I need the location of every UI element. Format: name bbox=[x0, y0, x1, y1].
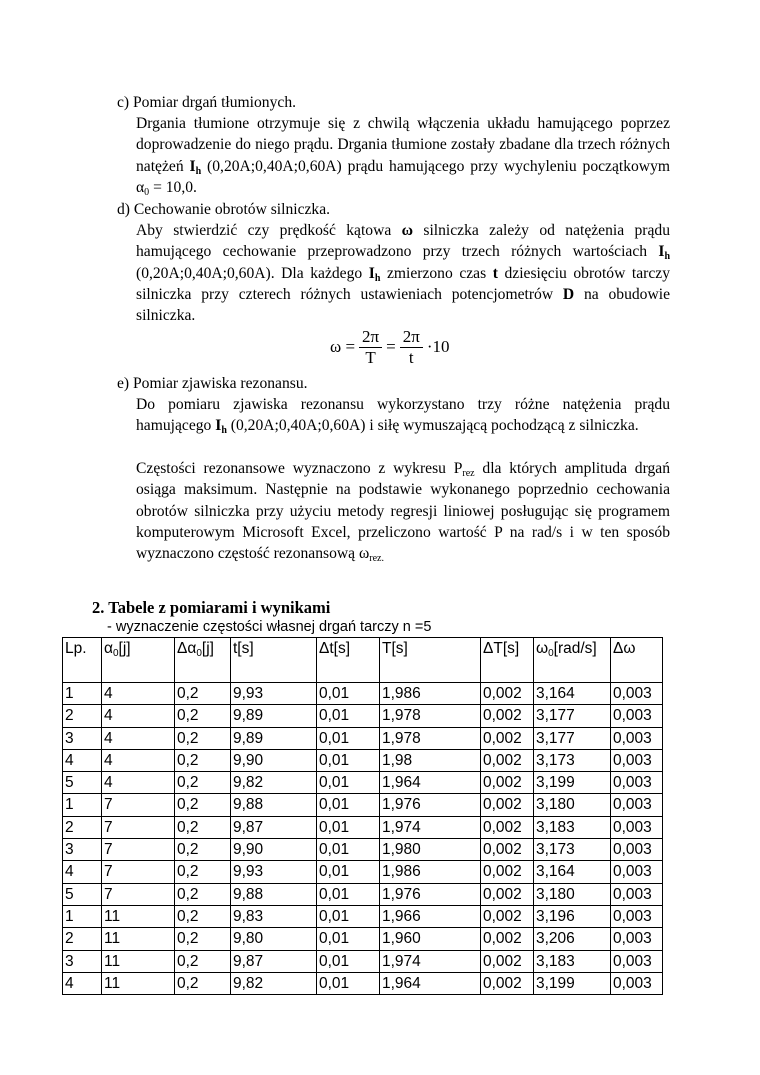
table-cell: 0,002 bbox=[481, 772, 534, 794]
table-cell: 9,83 bbox=[231, 905, 317, 927]
table-cell: 3,180 bbox=[534, 794, 611, 816]
table-cell: 0,01 bbox=[317, 727, 380, 749]
table-cell: 3 bbox=[63, 839, 102, 861]
symbol-Ih: $I_h$ bbox=[189, 157, 202, 177]
table-cell: 0,01 bbox=[317, 950, 380, 972]
table-row bbox=[63, 794, 663, 816]
table-row bbox=[63, 950, 663, 972]
section-d-heading: d) Cechowanie obrotów silniczka. bbox=[117, 201, 331, 218]
table-cell: 0,2 bbox=[175, 950, 231, 972]
table-cell: 0,2 bbox=[175, 839, 231, 861]
table-cell: 0,003 bbox=[611, 905, 663, 927]
text: (0,20A;0,40A;0,60A) prądu hamującego przy wychyleniu początkowym α bbox=[136, 157, 670, 196]
table-row bbox=[63, 905, 663, 927]
table-cell: 4 bbox=[102, 683, 175, 705]
table-cell: 1 bbox=[63, 905, 102, 927]
table-cell: 3,180 bbox=[534, 883, 611, 905]
table-cell: 3 bbox=[63, 950, 102, 972]
formula-equals: = bbox=[386, 337, 396, 356]
table-cell: 0,003 bbox=[611, 683, 663, 705]
table-cell: 1,964 bbox=[380, 972, 481, 994]
table-cell: 0,01 bbox=[317, 839, 380, 861]
table-cell: 9,90 bbox=[231, 749, 317, 771]
table-cell: 9,90 bbox=[231, 839, 317, 861]
table-cell: 1,974 bbox=[380, 950, 481, 972]
table-cell: 7 bbox=[102, 794, 175, 816]
table-cell: 0,002 bbox=[481, 794, 534, 816]
table-cell: 1,976 bbox=[380, 883, 481, 905]
table-cell: 3,173 bbox=[534, 839, 611, 861]
table-cell: 0,01 bbox=[317, 861, 380, 883]
table-cell: 3,183 bbox=[534, 950, 611, 972]
table-cell: 4 bbox=[102, 705, 175, 727]
table-cell: 4 bbox=[63, 749, 102, 771]
table-cell: 1 bbox=[63, 683, 102, 705]
table-cell: 0,2 bbox=[175, 883, 231, 905]
section-c-paragraph: Drgania tłumione otrzymuje się z chwilą włączenia układu hamującego poprzez doprowadzenie do niego prądu. Drgania tłumione zostały zbadane dla trzech różnych natężeń $I_h$ (0,20A;0,40A;0,60A) prądu hamującego przy wychyleniu początkowym $\alpha_0 = 10,0$. bbox=[136, 115, 670, 198]
table-cell: 1,986 bbox=[380, 861, 481, 883]
table-cell: 2 bbox=[63, 928, 102, 950]
table-cell: 3,177 bbox=[534, 705, 611, 727]
table-cell: 9,93 bbox=[231, 861, 317, 883]
table-row bbox=[63, 705, 663, 727]
table-cell: 0,01 bbox=[317, 772, 380, 794]
table-cell: 9,87 bbox=[231, 816, 317, 838]
omega-formula bbox=[330, 322, 449, 372]
table-cell: 2 bbox=[63, 705, 102, 727]
symbol-t: t bbox=[492, 264, 498, 282]
table-row bbox=[63, 928, 663, 950]
table-cell: 0,003 bbox=[611, 794, 663, 816]
table-cell: 3,164 bbox=[534, 683, 611, 705]
table-cell: 4 bbox=[102, 749, 175, 771]
section-d-paragraph: Aby stwierdzić czy prędkość kątowa ω silniczka zależy od natężenia prądu hamującego cechowanie przeprowadzono przy trzech różnych wartościach $I_h$ (0,20A;0,40A;0,60A). Dla każdego $I_h$ zmierzono czas t dziesięciu obrotów tarczy silniczka przy czterech różnych ustawieniach potencjometrów D na obudowie silniczka. bbox=[136, 222, 671, 325]
table-cell: 0,003 bbox=[611, 861, 663, 883]
table-cell: 0,003 bbox=[611, 816, 663, 838]
table-cell: 0,2 bbox=[175, 972, 231, 994]
table-cell: 0,01 bbox=[317, 928, 380, 950]
table-cell: 3,199 bbox=[534, 972, 611, 994]
table-cell: 0,01 bbox=[317, 905, 380, 927]
column-header: T[s] bbox=[380, 638, 481, 683]
table-cell: 0,01 bbox=[317, 749, 380, 771]
table-cell: 9,87 bbox=[231, 950, 317, 972]
table-cell: 5 bbox=[63, 772, 102, 794]
column-header: $\Delta\alpha_0[j]$ bbox=[175, 638, 231, 683]
table-cell: 4 bbox=[102, 772, 175, 794]
table-cell: 0,01 bbox=[317, 816, 380, 838]
table-cell: 9,80 bbox=[231, 928, 317, 950]
table-cell: 0,003 bbox=[611, 749, 663, 771]
table-cell: 0,2 bbox=[175, 905, 231, 927]
column-header: Lp. bbox=[63, 638, 102, 683]
table-row bbox=[63, 883, 663, 905]
table-cell: 9,88 bbox=[231, 794, 317, 816]
table-cell: 4 bbox=[63, 972, 102, 994]
table-cell: 1,964 bbox=[380, 772, 481, 794]
table-cell: 0,002 bbox=[481, 816, 534, 838]
fraction-2pi-t: $\frac{2\pi}{t}$ bbox=[400, 327, 423, 368]
table-cell: 0,2 bbox=[175, 794, 231, 816]
table-cell: 3,173 bbox=[534, 749, 611, 771]
table-cell: 1,978 bbox=[380, 727, 481, 749]
symbol-Ih: $I_h$ bbox=[368, 264, 381, 284]
table-cell: 9,88 bbox=[231, 883, 317, 905]
table-cell: 1,98 bbox=[380, 749, 481, 771]
table-row bbox=[63, 772, 663, 794]
table-cell: 4 bbox=[63, 861, 102, 883]
table-cell: 0,01 bbox=[317, 705, 380, 727]
table-cell: 11 bbox=[102, 905, 175, 927]
table-cell: 0,01 bbox=[317, 972, 380, 994]
table-cell: 0,2 bbox=[175, 705, 231, 727]
table-cell: 3,164 bbox=[534, 861, 611, 883]
measurement-table bbox=[62, 637, 663, 995]
table-cell: 7 bbox=[102, 839, 175, 861]
table-cell: 0,003 bbox=[611, 772, 663, 794]
table-cell: 1 bbox=[63, 794, 102, 816]
table-row bbox=[63, 727, 663, 749]
table-cell: 0,2 bbox=[175, 749, 231, 771]
formula-lhs: ω = bbox=[330, 337, 356, 356]
column-header: $\alpha_0[j]$ bbox=[102, 638, 175, 683]
table-cell: 7 bbox=[102, 816, 175, 838]
table-cell: 1,978 bbox=[380, 705, 481, 727]
symbol-Ih: $I_h$ bbox=[215, 417, 227, 437]
table-cell: 0,2 bbox=[175, 816, 231, 838]
table-cell: 0,2 bbox=[175, 683, 231, 705]
table-row bbox=[63, 749, 663, 771]
table-row bbox=[63, 683, 663, 705]
table-cell: 11 bbox=[102, 972, 175, 994]
table-cell: 1,976 bbox=[380, 794, 481, 816]
table-row bbox=[63, 839, 663, 861]
table-cell: 0,002 bbox=[481, 972, 534, 994]
table-cell: 0,01 bbox=[317, 794, 380, 816]
section-c-heading: c) Pomiar drgań tłumionych. bbox=[117, 94, 297, 111]
table-cell: 1,966 bbox=[380, 905, 481, 927]
table-cell: 0,002 bbox=[481, 749, 534, 771]
table-cell: 0,2 bbox=[175, 928, 231, 950]
column-header: $\omega_0[rad/s]$ bbox=[534, 638, 611, 683]
table-cell: 0,003 bbox=[611, 883, 663, 905]
table-cell: 0,003 bbox=[611, 705, 663, 727]
table-cell: 0,003 bbox=[611, 727, 663, 749]
table-cell: 0,01 bbox=[317, 683, 380, 705]
table-cell: 3,206 bbox=[534, 928, 611, 950]
table-caption: - wyznaczenie częstości własnej drgań tarczy n =5 bbox=[107, 619, 432, 635]
table-cell: 4 bbox=[102, 727, 175, 749]
table-cell: 7 bbox=[102, 883, 175, 905]
table-cell: 3,183 bbox=[534, 816, 611, 838]
table-cell: 1,960 bbox=[380, 928, 481, 950]
table-cell: 7 bbox=[102, 861, 175, 883]
table-cell: 0,002 bbox=[481, 950, 534, 972]
column-header: Δt[s] bbox=[317, 638, 380, 683]
table-row bbox=[63, 972, 663, 994]
table-cell: 0,003 bbox=[611, 972, 663, 994]
table-cell: 0,003 bbox=[611, 928, 663, 950]
table-cell: 0,2 bbox=[175, 772, 231, 794]
section-e-paragraph-2: Częstości rezonansowe wyznaczono z wykresu $P_{rez}$ dla których amplituda drgań osiąga maksimum. Następnie na podstawie wykonanego poprzednio cechowania obrotów silniczka przy użyciu metody regresji liniowej posługując się programem komputerowym Microsoft Excel, przeliczono wartość P na rad/s i w ten sposób wyznaczono częstość rezonansową $\omega_{rez.}$ bbox=[136, 460, 670, 565]
table-cell: 11 bbox=[102, 950, 175, 972]
table-cell: 9,82 bbox=[231, 972, 317, 994]
column-header: Δω bbox=[611, 638, 663, 683]
table-row bbox=[63, 861, 663, 883]
table-cell: 0,002 bbox=[481, 905, 534, 927]
text: Drgania tłumione otrzymuje się z chwilą włączenia układu hamującego poprzez doprowadzenie do niego prądu. Drgania tłumione zostały zbadane dla trzech różnych natężeń bbox=[136, 115, 670, 175]
table-cell: 2 bbox=[63, 816, 102, 838]
table-cell: 3,177 bbox=[534, 727, 611, 749]
formula-tail: ·10 bbox=[426, 337, 450, 356]
section-e-heading: e) Pomiar zjawiska rezonansu. bbox=[117, 375, 308, 392]
table-cell: 3,199 bbox=[534, 772, 611, 794]
table-cell: 1,980 bbox=[380, 839, 481, 861]
table-cell: 0,2 bbox=[175, 727, 231, 749]
fraction-2pi-T: $\frac{2\pi}{T}$ bbox=[359, 327, 382, 368]
table-cell: 0,002 bbox=[481, 883, 534, 905]
table-cell: 3 bbox=[63, 727, 102, 749]
table-cell: 5 bbox=[63, 883, 102, 905]
table-cell: 9,89 bbox=[231, 705, 317, 727]
text: = 10,0. bbox=[149, 178, 197, 196]
symbol-D: D bbox=[562, 285, 575, 303]
table-header-row bbox=[63, 638, 663, 683]
table-cell: 0,003 bbox=[611, 839, 663, 861]
table-cell: 1,986 bbox=[380, 683, 481, 705]
table-cell: 0,002 bbox=[481, 839, 534, 861]
column-header: t[s] bbox=[231, 638, 317, 683]
table-cell: 1,974 bbox=[380, 816, 481, 838]
table-cell: 0,002 bbox=[481, 727, 534, 749]
table-cell: 3,196 bbox=[534, 905, 611, 927]
table-cell: 0,01 bbox=[317, 883, 380, 905]
section-2-heading: 2. Tabele z pomiarami i wynikami bbox=[92, 598, 331, 617]
table-cell: 0,2 bbox=[175, 861, 231, 883]
table-cell: 9,82 bbox=[231, 772, 317, 794]
table-cell: 0,002 bbox=[481, 928, 534, 950]
section-e-paragraph-1: Do pomiaru zjawiska rezonansu wykorzystano trzy różne natężenia prądu hamującego $I_h$ (0,20A;0,40A;0,60A) i siłę wymuszającą pochodzącą z silniczka. bbox=[136, 396, 670, 437]
table-cell: 9,89 bbox=[231, 727, 317, 749]
table-cell: 9,93 bbox=[231, 683, 317, 705]
table-body bbox=[63, 683, 663, 995]
omega-symbol: ω bbox=[401, 222, 414, 239]
table-cell: 0,002 bbox=[481, 861, 534, 883]
column-header: ΔT[s] bbox=[481, 638, 534, 683]
table-cell: 0,003 bbox=[611, 950, 663, 972]
table-cell: 11 bbox=[102, 928, 175, 950]
symbol-Ih: $I_h$ bbox=[658, 243, 670, 263]
table-row bbox=[63, 816, 663, 838]
table-cell: 0,002 bbox=[481, 705, 534, 727]
table-cell: 0,002 bbox=[481, 683, 534, 705]
